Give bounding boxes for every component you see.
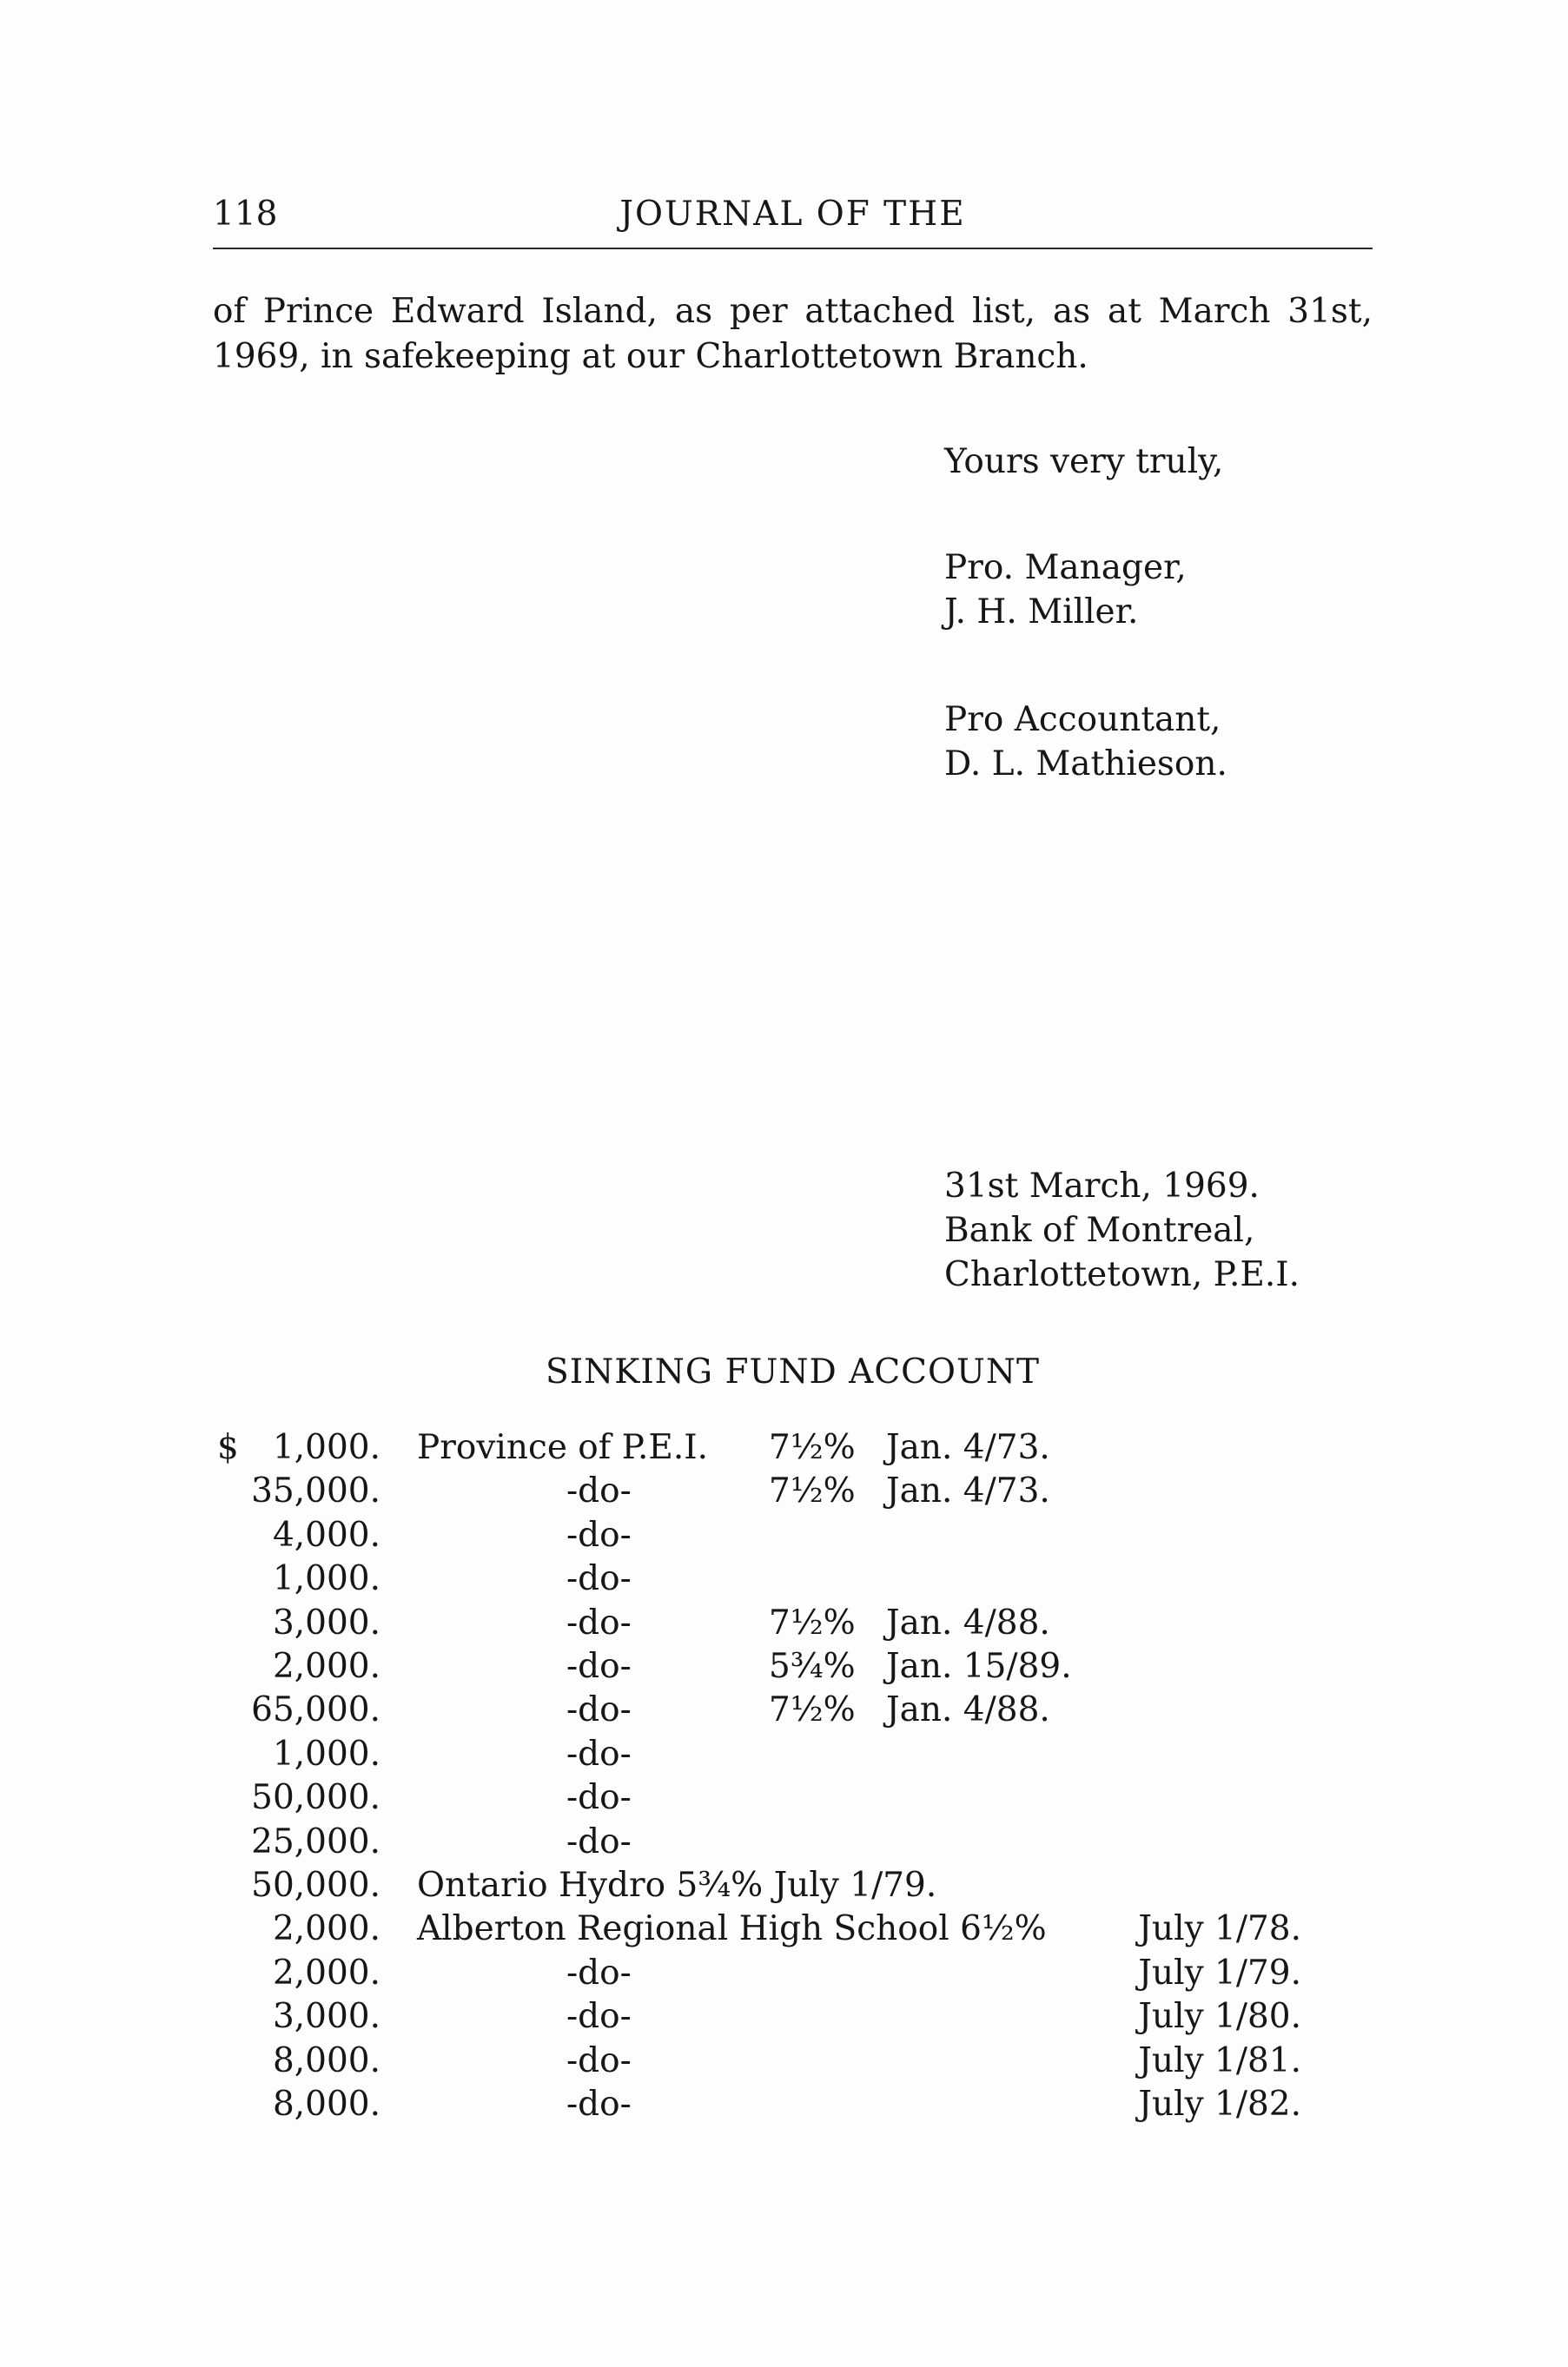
ledger-row [0, 1822, 1568, 1868]
ledger-ditto: -do- [566, 2040, 632, 2080]
ledger-ditto: -do- [566, 1690, 632, 1730]
ledger-amount: 2,000. [272, 1647, 380, 1686]
signature-name: J. H. Miller. [944, 592, 1139, 631]
ledger-due2: July 1/79. [1138, 1953, 1301, 1993]
ledger-ditto: -do- [566, 1778, 632, 1818]
signature-title: Pro Accountant, [944, 700, 1221, 739]
ledger-due: Jan. 4/88. [886, 1603, 1050, 1643]
ledger-amount: 50,000. [251, 1866, 380, 1905]
body-line-2: 1969, in safekeeping at our Charlottetown Branch. [213, 337, 1088, 376]
ledger-ditto: -do- [566, 2085, 632, 2124]
ledger-due2: July 1/82. [1138, 2085, 1301, 2124]
ledger-amount: 8,000. [272, 2040, 380, 2080]
ledger-issuer: Province of P.E.I. [417, 1428, 709, 1467]
ledger-row [0, 1866, 1568, 1911]
ledger-ditto: -do- [566, 1515, 632, 1555]
ledger-due: Jan. 4/73. [886, 1471, 1050, 1511]
place-line: Charlottetown, P.E.I. [944, 1255, 1300, 1294]
ledger-row [0, 2041, 1568, 2086]
ledger-amount: 1,000. [272, 1559, 380, 1599]
ledger-ditto: -do- [566, 1603, 632, 1643]
ledger-rate: 7½% [769, 1690, 856, 1730]
ledger-ditto: -do- [566, 1647, 632, 1686]
ledger-ditto: -do- [566, 1559, 632, 1599]
ledger-amount: 1,000. [272, 1734, 380, 1774]
ledger-rate: 7½% [769, 1603, 856, 1643]
ledger-row [0, 1559, 1568, 1604]
ledger-due: Jan. 15/89. [886, 1647, 1072, 1686]
ledger-due2: July 1/80. [1138, 1997, 1301, 2037]
page-number: 118 [213, 195, 278, 234]
ledger-amount: 3,000. [272, 1603, 380, 1643]
running-head: JOURNAL OF THE [619, 195, 966, 234]
ledger-due2: July 1/81. [1138, 2040, 1301, 2080]
ledger-rate: 7½% [769, 1428, 856, 1467]
date-line: 31st March, 1969. [944, 1167, 1260, 1206]
closing-salutation: Yours very truly, [944, 442, 1224, 481]
ledger-amount: 35,000. [251, 1471, 380, 1511]
ledger-amount: 2,000. [272, 1909, 380, 1949]
ledger-row [0, 2085, 1568, 2130]
ledger-amount: 65,000. [251, 1690, 380, 1730]
currency-symbol: $ [217, 1428, 239, 1467]
account-title: SINKING FUND ACCOUNT [545, 1352, 1040, 1392]
signature-title: Pro. Manager, [944, 548, 1187, 587]
ledger-amount: 50,000. [251, 1778, 380, 1818]
signature-name: D. L. Mathieson. [944, 744, 1227, 783]
ledger-row [0, 1778, 1568, 1823]
ledger-row [0, 1997, 1568, 2042]
ledger-amount: 8,000. [272, 2085, 380, 2124]
ledger-rate: 5¾% [769, 1647, 856, 1686]
ledger-row [0, 1647, 1568, 1692]
ledger-ditto: -do- [566, 1734, 632, 1774]
ledger-due2: July 1/78. [1138, 1909, 1301, 1949]
ledger-row [0, 1471, 1568, 1517]
ledger-rate: 7½% [769, 1471, 856, 1511]
ledger-amount: 3,000. [272, 1997, 380, 2037]
ledger-row [0, 1516, 1568, 1561]
ledger-due: Jan. 4/88. [886, 1690, 1050, 1730]
ledger-row [0, 1909, 1568, 1954]
ledger-ditto: -do- [566, 1953, 632, 1993]
body-line-1: of Prince Edward Island, as per attached list, as at March 31st, [213, 292, 1373, 331]
ledger-amount: 2,000. [272, 1953, 380, 1993]
ledger-amount: 4,000. [272, 1515, 380, 1555]
ledger-ditto: -do- [566, 1471, 632, 1511]
ledger-ditto: -do- [566, 1997, 632, 2037]
ledger-row [0, 1954, 1568, 1999]
ledger-row [0, 1603, 1568, 1649]
ledger-row [0, 1428, 1568, 1473]
ledger-due: Jan. 4/73. [886, 1428, 1050, 1467]
ledger-row [0, 1735, 1568, 1780]
ledger-issuer: Ontario Hydro 5¾% July 1/79. [417, 1866, 937, 1905]
ledger-amount: 1,000. [272, 1428, 380, 1467]
ledger-ditto: -do- [566, 1822, 632, 1861]
ledger-issuer: Alberton Regional High School 6½% [417, 1909, 1047, 1949]
ledger-row [0, 1690, 1568, 1736]
bank-line: Bank of Montreal, [944, 1211, 1255, 1250]
ledger-amount: 25,000. [251, 1822, 380, 1861]
